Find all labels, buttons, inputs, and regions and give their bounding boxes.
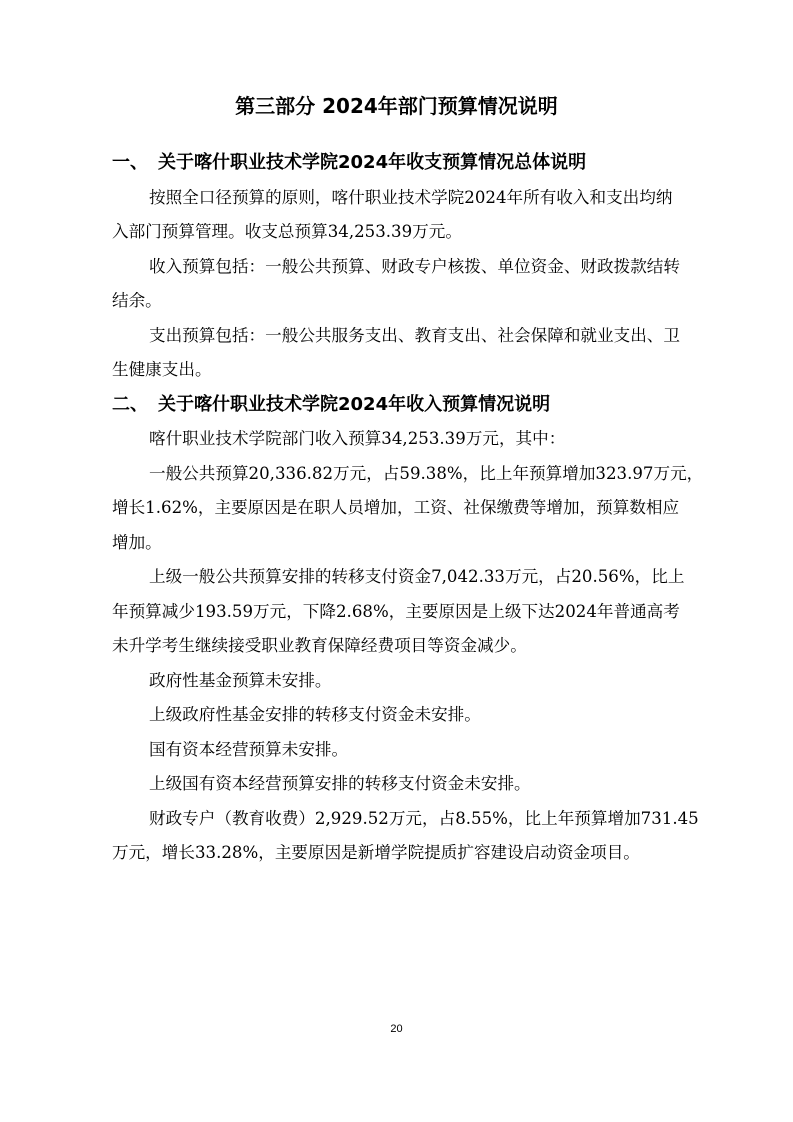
page-title: 第三部分 2024年部门预算情况说明: [235, 94, 558, 118]
paragraph: [112, 767, 710, 802]
paragraph-line: 增长1.62%，主要原因是在职人员增加，工资、社保缴费等增加，预算数相应: [112, 498, 680, 517]
section-heading-number: 一、: [112, 152, 148, 173]
paragraph-line: 上级一般公共预算安排的转移支付资金7,042.33万元，占20.56%，比上: [149, 567, 685, 586]
paragraph: [112, 664, 710, 699]
paragraph: [112, 250, 710, 319]
paragraph: [112, 457, 710, 561]
paragraph-line: 万元，增长33.28%，主要原因是新增学院提质扩容建设启动资金项目。: [112, 843, 640, 862]
paragraph-line: 收入预算包括：一般公共预算、财政专户核拨、单位资金、财政拨款结转: [149, 256, 680, 276]
document-body: [112, 146, 710, 871]
section-heading-number: 二、: [112, 393, 148, 415]
paragraph-line: 政府性基金预算未安排。: [149, 670, 332, 690]
paragraph-line: 喀什职业技术学院部门收入预算34,253.39万元，其中：: [149, 429, 566, 448]
paragraph-line: 增加。: [112, 532, 162, 552]
paragraph-line: 结余。: [112, 291, 162, 310]
paragraph-line: 入部门预算管理。收支总预算34,253.39万元。: [112, 222, 462, 241]
paragraph: [112, 319, 710, 388]
page-number: 20: [390, 1023, 403, 1035]
paragraph: [112, 698, 710, 733]
paragraph-line: 支出预算包括：一般公共服务支出、教育支出、社会保障和就业支出、卫: [149, 325, 680, 345]
paragraph-line: 国有资本经营预算未安排。: [149, 739, 349, 759]
paragraph-line: 一般公共预算20,336.82万元，占59.38%，比上年预算增加323.97万元，: [149, 463, 704, 483]
paragraph-line: 上级政府性基金安排的转移支付资金未安排。: [149, 705, 481, 724]
section-heading-text: 关于喀什职业技术学院2024年收支预算情况总体说明: [158, 152, 587, 173]
paragraph-line: 上级国有资本经营预算安排的转移支付资金未安排。: [149, 774, 531, 793]
paragraph: [112, 422, 710, 457]
paragraph: [112, 181, 710, 250]
section-heading-text: 关于喀什职业技术学院2024年收入预算情况说明: [158, 393, 551, 415]
section-heading: [112, 388, 710, 423]
paragraph-line: 未升学考生继续接受职业教育保障经费项目等资金减少。: [112, 636, 527, 655]
paragraph-line: 生健康支出。: [112, 360, 212, 379]
paragraph-line: 年预算减少193.59万元，下降2.68%，主要原因是上级下达2024年普通高考: [112, 601, 680, 621]
paragraph: [112, 733, 710, 768]
section-heading: [112, 146, 710, 181]
paragraph: [112, 802, 710, 871]
paragraph-line: 按照全口径预算的原则，喀什职业技术学院2024年所有收入和支出均纳: [149, 187, 673, 207]
paragraph-line: 财政专户（教育收费）2,929.52万元，占8.55%，比上年预算增加731.45: [149, 808, 699, 828]
paragraph: [112, 560, 710, 664]
